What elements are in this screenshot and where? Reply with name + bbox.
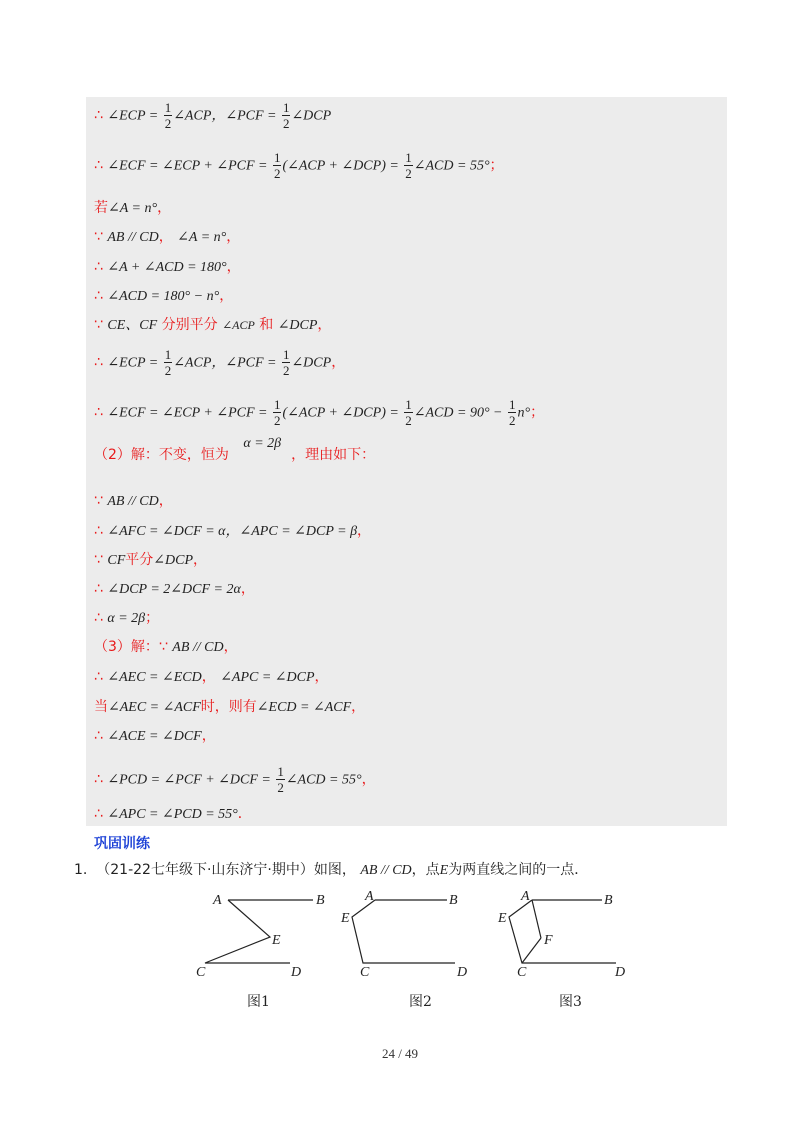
fraction-half: $\frac{1}{2}$	[405, 150, 412, 181]
fraction-half: $\frac{1}{2}$	[405, 397, 412, 428]
solution-line-5: ∴ ∠A + ∠ACD = 180°，	[94, 259, 241, 275]
solution-line-8: ∴ ∠ECP = $\frac{1}{2}$ ∠ACP，∠PCF = $\frac{1}{2}$ ∠DCP，	[94, 347, 346, 378]
therefore-symbol: ∴	[94, 107, 103, 124]
svg-text:D: D	[457, 965, 468, 980]
solution-line-4: ∵ AB // CD， ∠A = n°，	[94, 229, 241, 245]
svg-text:E: E	[498, 911, 507, 926]
solution-line-6: ∴ ∠ACD = 180° − n°，	[94, 288, 234, 304]
fraction-half: $\frac{1}{2}$	[273, 397, 281, 428]
fraction-half: $\frac{1}{2}$	[164, 100, 172, 131]
question-1: 1. （21-22七年级下·山东济宁·期中）如图， AB // CD，点E为两直线之间的一点．	[74, 862, 589, 878]
solution-line-3: 若∠A = n°，	[94, 200, 172, 216]
section-heading: 巩固训练	[94, 836, 150, 852]
fraction-half: $\frac{1}{2}$	[273, 150, 281, 181]
solution-line-12: ∴ ∠AFC = ∠DCF = α，∠APC = ∠DCP = β，	[94, 523, 372, 539]
svg-text:F: F	[544, 933, 553, 948]
svg-text:B: B	[449, 893, 458, 908]
figure-1-caption: 图1	[247, 994, 270, 1010]
solution-line-7: ∵ CE、CF 分别平分 ∠ACP 和 ∠DCP，	[94, 317, 332, 333]
figure-2	[340, 889, 467, 1010]
solution-line-19: ∴ ∠ACE = ∠DCF，	[94, 728, 216, 744]
svg-text:A: A	[521, 889, 530, 904]
solution-line-20: ∴ ∠PCD = ∠PCF + ∠DCF = $\frac{1}{2}$ ∠ACD = 55°，	[94, 764, 376, 795]
svg-text:E: E	[341, 911, 350, 926]
svg-text:A: A	[213, 893, 222, 908]
solution-line-13: ∵ CF平分∠DCP，	[94, 552, 207, 568]
solution-line-2: ∴ ∠ECF = ∠ECP + ∠PCF = $\frac{1}{2}$ (∠ACP + ∠DCP) = $\frac{1}{2}$ ∠ACD = 55°；	[94, 150, 504, 181]
svg-text:B: B	[604, 893, 613, 908]
fraction-half: $\frac{1}{2}$	[164, 347, 172, 378]
svg-text:C: C	[517, 965, 527, 980]
figure-3	[497, 889, 625, 1010]
solution-line-1: ∴ ∠ECP = $\frac{1}{2}$ ∠ACP，∠PCF = $\frac{1}{2}$ ∠DCP	[94, 100, 332, 131]
figure-1	[196, 893, 325, 1010]
svg-text:A: A	[365, 889, 374, 904]
svg-text:D: D	[615, 965, 626, 980]
solution-line-11: ∵ AB // CD，	[94, 493, 173, 509]
svg-text:B: B	[316, 893, 325, 908]
page-number: 24 / 49	[381, 1046, 419, 1061]
fraction-half: $\frac{1}{2}$	[508, 397, 516, 428]
geometry-figures	[0, 880, 800, 1020]
figure-3-caption: 图3	[559, 994, 582, 1010]
figure-2-caption: 图2	[409, 994, 432, 1010]
fraction-half: $\frac{1}{2}$	[277, 764, 284, 795]
solution-line-18: 当∠AEC = ∠ACF时，则有∠ECD = ∠ACF，	[94, 699, 366, 715]
fraction-half: $\frac{1}{2}$	[282, 347, 290, 378]
solution-line-17: ∴ ∠AEC = ∠ECD， ∠APC = ∠DCP，	[94, 669, 329, 685]
solution-line-10: （2）解：不变，恒为 α = 2β，理由如下：	[94, 436, 376, 463]
solution-line-14: ∴ ∠DCP = 2∠DCF = 2α，	[94, 581, 255, 597]
svg-text:D: D	[291, 965, 302, 980]
solution-line-21: ∴ ∠APC = ∠PCD = 55°．	[94, 806, 252, 822]
svg-text:C: C	[360, 965, 370, 980]
svg-text:E: E	[272, 933, 281, 948]
solution-line-15: ∴ α = 2β；	[94, 610, 160, 626]
fraction-half: $\frac{1}{2}$	[282, 100, 290, 131]
solution-line-9: ∴ ∠ECF = ∠ECP + ∠PCF = $\frac{1}{2}$ (∠ACP + ∠DCP) = $\frac{1}{2}$ ∠ACD = 90° − $\frac{1}{2}$ n°；	[94, 397, 545, 428]
solution-line-16: （3）解：∵ AB // CD，	[94, 639, 238, 655]
svg-text:C: C	[196, 965, 206, 980]
